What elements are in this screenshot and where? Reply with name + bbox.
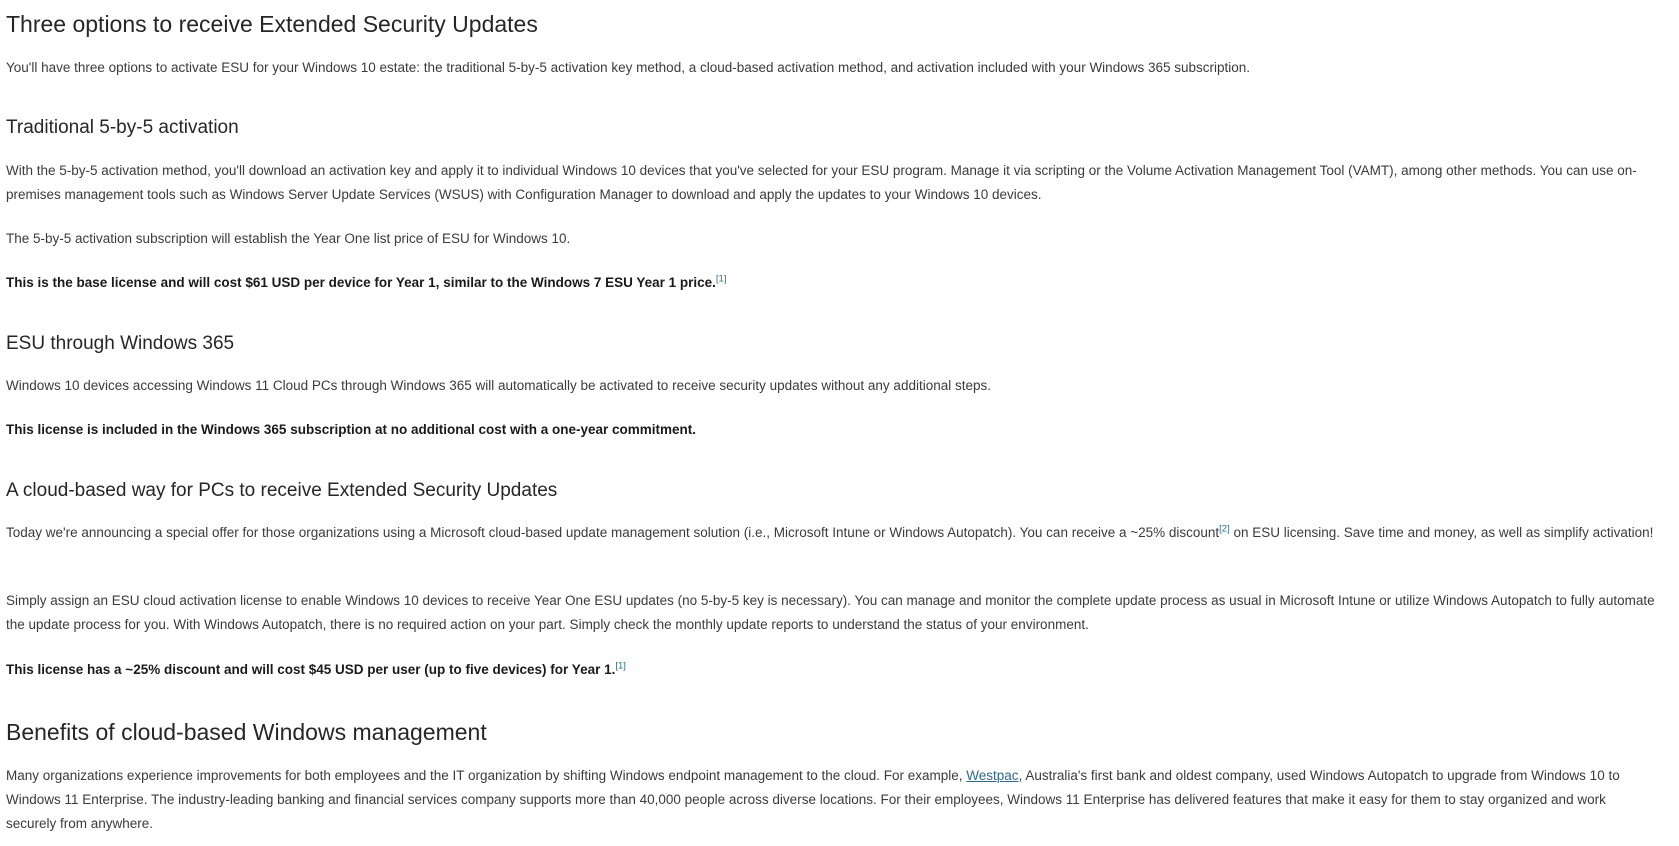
footnote-ref-2 [1219,524,1230,535]
heading-cloud-based: A cloud-based way for PCs to receive Extended Security Updates [6,480,558,501]
cloud-offer-text-1: Today we're announcing a special offer for those organizations using a Microsoft cloud-based update management solution (i.e., Microsoft Intune or Windows Autopatch). You can receive a ~25% discount [6,525,1220,540]
footnote-ref-1 [716,274,727,285]
paragraph-traditional-price: The 5-by-5 activation subscription will establish the Year One list price of ESU for Windows 10. [6,231,571,246]
cloud-offer-text-2: on ESU licensing. Save time and money, as well as simplify activation! [1229,525,1654,540]
paragraph-traditional-method: With the 5-by-5 activation method, you'll download an activation key and apply it to individual Windows 10 devices that you've selected for your ESU program. Manage it via scripting or the Volume Activation Management Tool (VAMT), among other methods. You can use on-premises management tools such as Windows Server Update Services (WSUS) with Configuration Manager to download and apply the updates to your Windows 10 devices. [6,163,1637,202]
paragraph-cloud-cost [6,658,1659,682]
paragraph-cloud-assign: Simply assign an ESU cloud activation license to enable Windows 10 devices to receive Year One ESU updates (no 5-by-5 key is necessary). You can manage and monitor the complete update process as usual in Microsoft Intune or utilize Windows Autopatch to fully automate the update process for you. With Windows Autopatch, there is no required action on your part. Simply check the monthly update reports to understand the status of your environment. [6,593,1655,632]
footnote-link-1-second[interactable]: [1] [615,660,626,672]
paragraph-w365-description: Windows 10 devices accessing Windows 11 Cloud PCs through Windows 365 will automatically be activated to receive security updates without any additional steps. [6,378,991,393]
paragraph-cloud-offer [6,521,1659,545]
heading-three-options: Three options to receive Extended Security Updates [6,11,538,37]
benefits-text-2: , Australia's first bank and oldest company, used Windows Autopatch to upgrade from Windows 10 to Windows 11 Enterprise. The industry-leading banking and financial services company supports more than 40,000 people across diverse locations. For their employees, Windows 11 Enterprise has delivered features that make it easy for them to stay organized and work securely from anywhere. [6,768,1620,831]
paragraph-traditional-cost [6,271,1659,295]
heading-benefits: Benefits of cloud-based Windows management [6,719,487,745]
footnote-link-2[interactable]: [2] [1219,523,1230,535]
westpac-link[interactable]: Westpac [966,768,1019,783]
footnote-link-1[interactable]: [1] [715,273,727,285]
traditional-cost-text: This is the base license and will cost $61 USD per device for Year 1, similar to the Windows 7 ESU Year 1 price. [6,275,716,290]
heading-esu-windows-365: ESU through Windows 365 [6,333,235,354]
paragraph-benefits [6,764,1659,836]
benefits-text-1: Many organizations experience improvements for both employees and the IT organization by shifting Windows endpoint management to the cloud. For example, [6,768,967,783]
heading-traditional-activation: Traditional 5-by-5 activation [6,117,239,138]
footnote-ref-1-second [615,661,626,672]
paragraph-w365-cost: This license is included in the Windows 365 subscription at no additional cost with a one-year commitment. [6,422,696,437]
cloud-cost-text: This license has a ~25% discount and will cost $45 USD per user (up to five devices) for Year 1. [6,662,616,677]
paragraph-three-options-intro: You'll have three options to activate ESU for your Windows 10 estate: the traditional 5-by-5 activation key method, a cloud-based activation method, and activation included with your Windows 365 subscription. [6,60,1251,75]
